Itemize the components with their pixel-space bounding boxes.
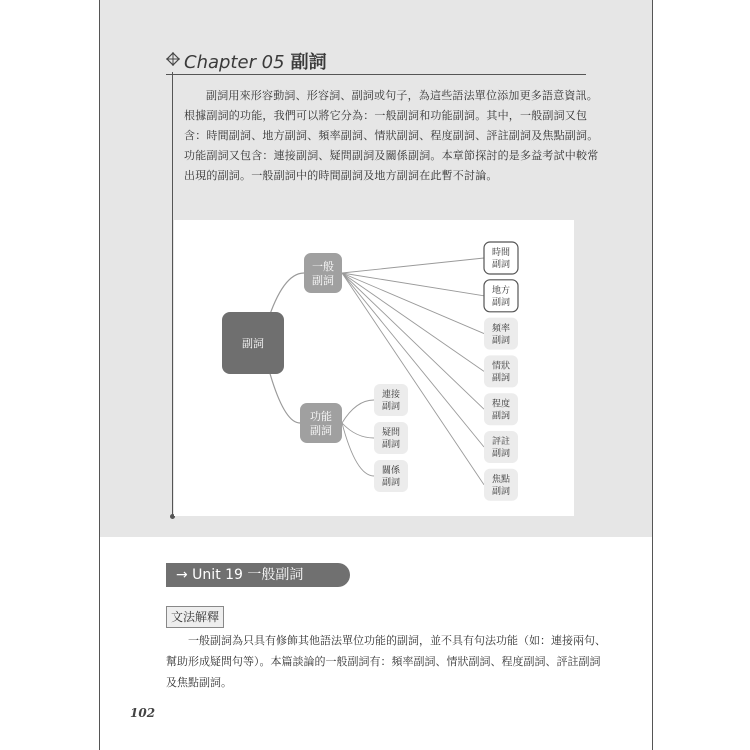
diamond-crosshair-icon — [166, 52, 180, 66]
chapter-heading — [166, 40, 586, 75]
book-page — [99, 0, 653, 750]
unit-title: → Unit 19 一般副詞 — [166, 563, 350, 587]
leaf-node-label: 關係副詞 — [381, 466, 401, 489]
leaf-node-label: 情狀副詞 — [491, 361, 511, 384]
leaf-node-label: 評註副詞 — [491, 437, 511, 460]
branch-node-label: 一般副詞 — [312, 259, 334, 287]
leaf-node-label: 疑問副詞 — [381, 428, 401, 451]
connector-line — [342, 273, 484, 334]
root-node-label: 副詞 — [242, 336, 264, 350]
chapter-title — [184, 48, 327, 74]
leaf-node-label: 焦點副詞 — [491, 475, 511, 498]
intro-paragraph: 副詞用來形容動詞、形容詞、副詞或句子，為這些語法單位添加更多語意資訊。根據副詞的功能，我們可以將它分為：一般副詞和功能副詞。其中，一般副詞又包含：時間副詞、地方副詞、頻率副詞、情狀副詞、程度副詞、評註副詞及焦點副詞。功能副詞又包含：連接副詞、疑問副詞及關係副詞。本章節探討的是多益考試中較常出現的副詞。一般副詞中的時間副詞及地方副詞在此暫不討論。 — [184, 89, 599, 182]
connector-line — [342, 273, 484, 447]
connector-line — [342, 273, 484, 296]
connector-line — [342, 273, 484, 485]
connector-line — [342, 273, 484, 371]
section-label: 文法解釋 — [166, 606, 224, 628]
chapter-subject: 副詞 — [290, 52, 327, 73]
connector-line — [342, 400, 374, 423]
leaf-node-label: 連接副詞 — [381, 390, 401, 413]
leaf-node-label: 頻率副詞 — [491, 323, 511, 346]
margin-rule — [172, 72, 173, 517]
chapter-number: Chapter 05 — [184, 52, 285, 73]
branch-node-label: 功能副詞 — [310, 409, 332, 437]
leaf-node-label: 地方副詞 — [491, 286, 511, 309]
leaf-node-label: 時間副詞 — [491, 248, 511, 271]
connector-line — [342, 423, 374, 438]
connector-line — [342, 273, 484, 409]
leaf-node-label: 程度副詞 — [491, 399, 511, 422]
mindmap-svg — [174, 220, 574, 516]
adverb-classification-diagram — [174, 220, 574, 516]
connector-line — [342, 258, 484, 273]
page-number: 102 — [130, 706, 156, 720]
connector-line — [342, 423, 374, 476]
section-paragraph: 一般副詞為只具有修飾其他語法單位功能的副詞，並不具有句法功能（如：連接兩句、幫助形成疑問句等）。本篇談論的一般副詞有：頻率副詞、情狀副詞、程度副詞、評註副詞及焦點副詞。 — [166, 634, 606, 689]
